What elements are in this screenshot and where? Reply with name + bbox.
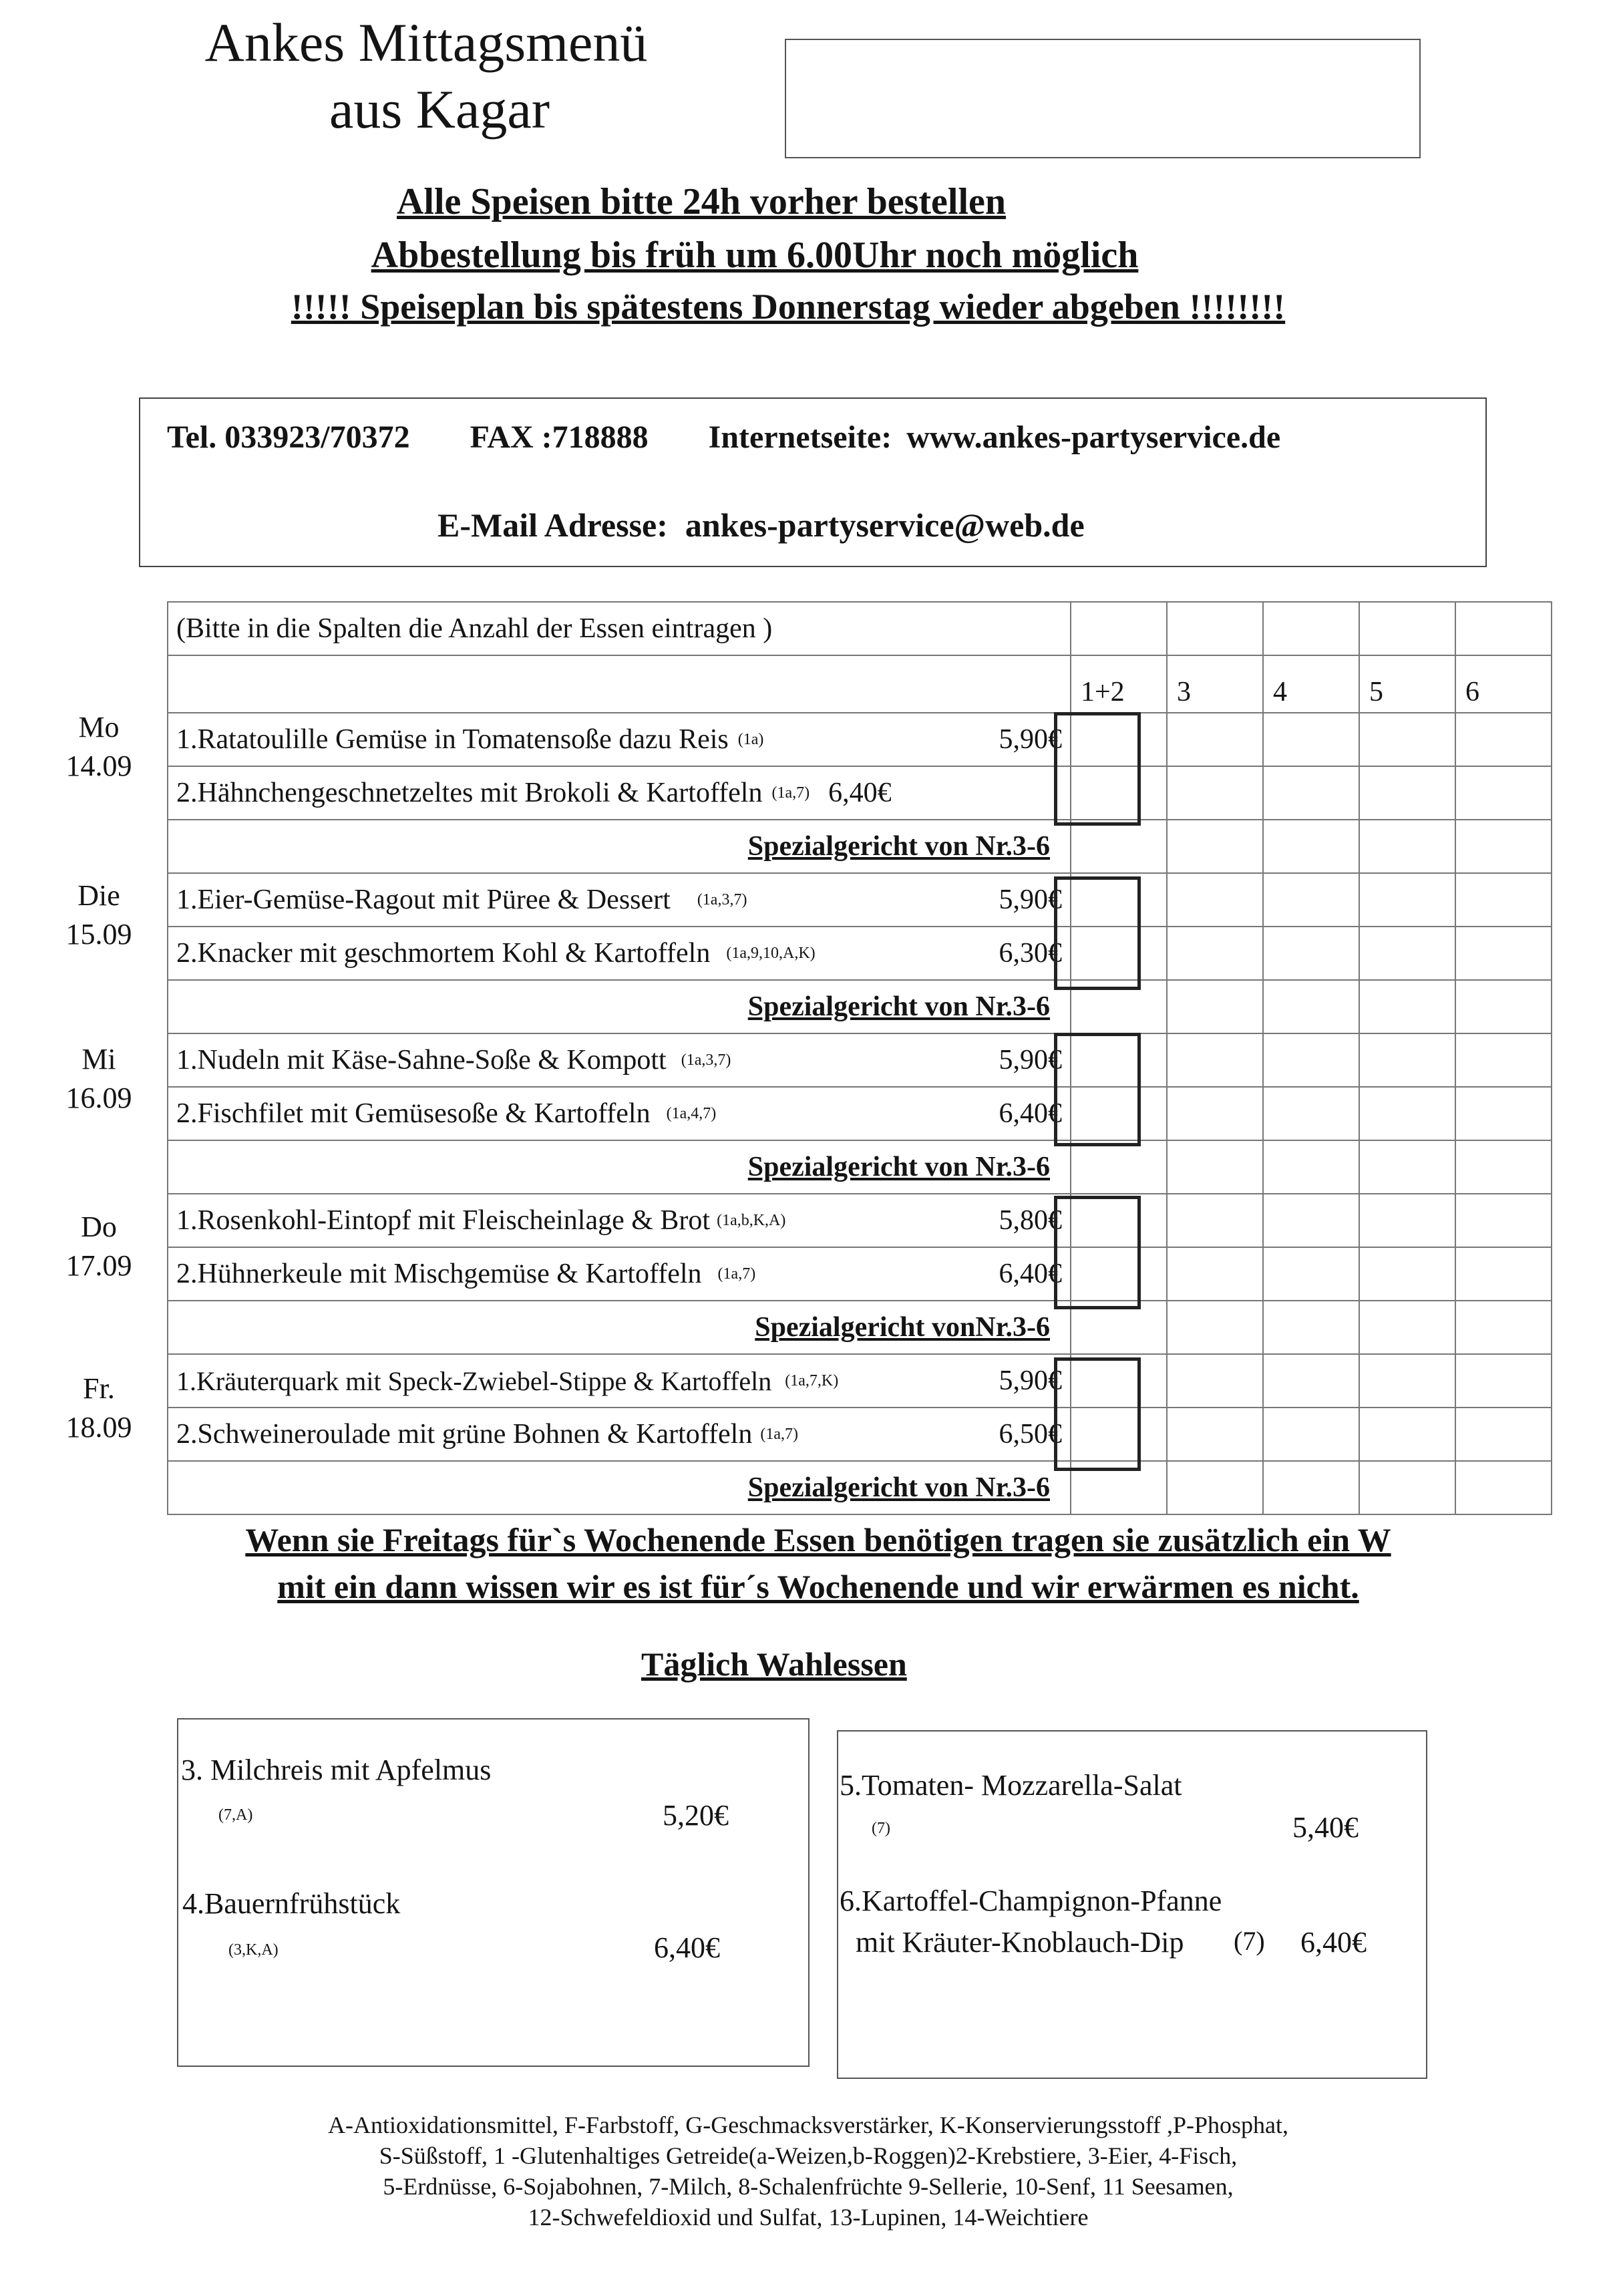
column-header: 3 [1167,655,1263,713]
order-cell[interactable] [1167,927,1263,980]
daily-dish-name: 6.Kartoffel-Champignon-Pfanne [840,1884,1222,1917]
order-cell[interactable] [1359,713,1455,766]
order-cell[interactable] [1359,1194,1455,1247]
order-cell[interactable] [1263,1087,1359,1140]
order-cell[interactable] [1263,1140,1359,1194]
order-box-outline [1054,1196,1141,1309]
order-cell[interactable] [1359,1247,1455,1301]
order-cell[interactable] [1455,820,1552,873]
column-header: 6 [1455,655,1552,713]
daily-dish-name: 4.Bauernfrühstück [182,1887,401,1920]
order-cell[interactable] [1455,1033,1552,1087]
order-cell[interactable] [1263,1194,1359,1247]
table-row [168,1461,1552,1514]
phone-number: Tel. 033923/70372 [167,420,410,455]
daily-dish-name: 3. Milchreis mit Apfelmus [181,1754,492,1786]
allergen-code: (1a,7,K) [785,1371,839,1389]
title-line-2: aus Kagar [329,79,550,140]
daily-dish-price: 5,40€ [1292,1811,1359,1844]
order-cell[interactable] [1263,927,1359,980]
table-row [168,1408,1552,1461]
order-cell[interactable] [1263,1461,1359,1514]
day-label: Fr. 18.09 [65,1372,132,1444]
dish-price: 5,90€ [999,1045,1062,1076]
order-cell[interactable] [1263,1354,1359,1408]
table-row [168,1140,1552,1194]
order-cell[interactable] [1455,1461,1552,1514]
order-notice: Alle Speisen bitte 24h vorher bestellen [396,181,1007,222]
day-label: Do 17.09 [65,1210,132,1282]
table-row [168,1354,1552,1408]
daily-dish-price: 6,40€ [1300,1926,1367,1959]
order-cell[interactable] [1359,1408,1455,1461]
order-cell[interactable] [1359,1087,1455,1140]
order-cell[interactable] [1455,1301,1552,1354]
order-cell[interactable] [1167,873,1263,927]
order-cell[interactable] [1455,927,1552,980]
order-cell[interactable] [1455,1087,1552,1140]
allergen-code: (7) [1234,1926,1265,1956]
order-cell[interactable] [1167,820,1263,873]
order-cell[interactable] [1359,1140,1455,1194]
order-cell[interactable] [1263,820,1359,873]
special-dish-label: Spezialgericht vonNr.3-6 [168,1301,1071,1354]
contact-box [139,397,1487,567]
special-dish-label: Spezialgericht von Nr.3-6 [168,820,1071,873]
order-cell[interactable] [1263,1301,1359,1354]
order-cell[interactable] [1359,1354,1455,1408]
allergen-code: (1a,7) [760,1425,798,1443]
allergen-code: (1a) [737,730,764,748]
order-cell[interactable] [1167,1408,1263,1461]
dish-name: 1.Nudeln mit Käse-Sahne-Soße & Kompott [176,1045,667,1076]
order-cell[interactable] [1359,873,1455,927]
table-hint: (Bitte in die Spalten die Anzahl der Essen eintragen ) [168,602,1071,655]
column-header: 4 [1263,655,1359,713]
allergen-code: (1a,3,7) [681,1051,731,1069]
dish-price: 6,40€ [999,1098,1062,1129]
allergen-code: (3,K,A) [228,1941,279,1959]
dish-name: 2.Schweineroulade mit grüne Bohnen & Kartoffeln [176,1419,753,1450]
order-cell[interactable] [1167,713,1263,766]
special-dish-label: Spezialgericht von Nr.3-6 [168,1140,1071,1194]
order-cell[interactable] [1455,1140,1552,1194]
daily-dish-name-line-2: mit Kräuter-Knoblauch-Dip [856,1926,1184,1959]
dish-price: 6,40€ [999,1259,1062,1289]
order-cell[interactable] [1167,1354,1263,1408]
daily-dish-name: 5.Tomaten- Mozzarella-Salat [840,1769,1182,1802]
dish-name: 1.Kräuterquark mit Speck-Zwiebel-Stippe & Kartoffeln [176,1365,772,1396]
order-cell[interactable] [1167,1194,1263,1247]
order-box-outline [1054,876,1141,990]
order-cell[interactable] [1167,980,1263,1033]
table-row [168,820,1552,873]
allergen-code: (7,A) [218,1806,253,1824]
day-label: Mi 16.09 [65,1043,132,1114]
website-label: Internetseite: [708,420,892,455]
order-cell[interactable] [1359,1461,1455,1514]
customer-name-box[interactable] [785,39,1421,158]
dish-price: 6,50€ [999,1419,1062,1450]
legend-line: S-Süßstoff, 1 -Glutenhaltiges Getreide(a-Weizen,b-Roggen)2-Krebstiere, 3-Eier, 4-Fisch, [379,2142,1238,2169]
dish-price: 5,90€ [999,724,1062,755]
table-row [168,1033,1552,1087]
order-cell[interactable] [1359,980,1455,1033]
special-dish-label: Spezialgericht von Nr.3-6 [168,980,1071,1033]
dish-price: 5,90€ [999,1365,1062,1396]
daily-options-left [177,1718,810,2067]
order-cell[interactable] [1455,1247,1552,1301]
legend-line: 5-Erdnüsse, 6-Sojabohnen, 7-Milch, 8-Schalenfrüchte 9-Sellerie, 10-Senf, 11 Seesamen, [383,2173,1234,2200]
table-row [168,980,1552,1033]
order-cell[interactable] [1263,1033,1359,1087]
order-cell[interactable] [1359,820,1455,873]
dish-name: 2.Hähnchengeschnetzeltes mit Brokoli & Kartoffeln [176,778,763,808]
order-cell[interactable] [1455,1408,1552,1461]
dish-name: 2.Knacker mit geschmortem Kohl & Kartoffeln [176,938,711,969]
dish-name: 1.Ratatoulille Gemüse in Tomatensoße dazu Reis [176,724,729,755]
daily-dish-price: 5,20€ [663,1799,729,1832]
table-row [168,873,1552,927]
weekend-note-line-1: Wenn sie Freitags für`s Wochenende Essen benötigen tragen sie zusätzlich ein W [245,1521,1391,1559]
order-cell[interactable] [1359,766,1455,820]
allergen-legend [200,2110,1416,2233]
order-cell[interactable] [1167,1461,1263,1514]
allergen-code: (7) [872,1820,890,1837]
order-box-outline [1054,712,1141,826]
order-table [167,601,1552,1515]
dish-price: 5,90€ [999,884,1062,915]
order-cell[interactable] [1359,1301,1455,1354]
dish-name: 2.Hühnerkeule mit Mischgemüse & Kartoffeln [176,1259,702,1289]
order-cell[interactable] [1167,1140,1263,1194]
legend-line: 12-Schwefeldioxid und Sulfat, 13-Lupinen, 14-Weichtiere [528,2204,1089,2231]
table-row [168,1087,1552,1140]
order-cell[interactable] [1455,1194,1552,1247]
table-row [168,1301,1552,1354]
order-cell[interactable] [1455,980,1552,1033]
daily-dish-price: 6,40€ [654,1931,720,1964]
order-box-outline [1054,1033,1141,1146]
email-label: E-Mail Adresse: [437,506,668,544]
order-box-outline [1054,1357,1141,1471]
allergen-code: (1a,7) [771,784,810,802]
legend-line: A-Antioxidationsmittel, F-Farbstoff, G-Geschmacksverstärker, K-Konservierungsstoff ,P-Phosphat, [328,2112,1288,2138]
return-notice: !!!!! Speiseplan bis spätestens Donnerstag wieder abgeben !!!!!!!! [291,287,1286,327]
allergen-code: (1a,b,K,A) [717,1211,786,1229]
table-row [168,766,1552,820]
day-label: Mo 14.09 [65,711,132,782]
dish-price: 5,80€ [999,1205,1062,1236]
website-link[interactable]: www.ankes-partyservice.de [906,420,1281,455]
title-line-1: Ankes Mittagsmenü [204,12,648,73]
order-cell[interactable] [1263,1408,1359,1461]
weekend-note [134,1516,1503,1610]
page-title [152,9,700,143]
order-cell[interactable] [1263,873,1359,927]
dish-name: 1.Eier-Gemüse-Ragout mit Püree & Dessert [176,884,671,915]
order-cell[interactable] [1359,927,1455,980]
dish-name: 2.Fischfilet mit Gemüsesoße & Kartoffeln [176,1098,651,1129]
dish-name: 1.Rosenkohl-Eintopf mit Fleischeinlage & Brot [176,1205,711,1236]
allergen-code: (1a,3,7) [697,890,747,909]
order-cell[interactable] [1167,1087,1263,1140]
order-cell[interactable] [1263,980,1359,1033]
order-cell[interactable] [1263,1247,1359,1301]
dish-price: 6,40€ [828,778,892,808]
order-cell[interactable] [1455,766,1552,820]
order-cell[interactable] [1071,820,1167,873]
email-link[interactable]: ankes-partyservice@web.de [685,506,1085,544]
order-cell[interactable] [1359,1033,1455,1087]
day-label: Die 15.09 [65,879,132,951]
weekend-note-line-2: mit ein dann wissen wir es ist für´s Wochenende und wir erwärmen es nicht. [277,1568,1359,1605]
cancel-notice: Abbestellung bis früh um 6.00Uhr noch möglich [371,234,1139,276]
daily-options-right [837,1730,1427,2079]
order-cell[interactable] [1455,713,1552,766]
special-dish-label: Spezialgericht von Nr.3-6 [168,1461,1071,1514]
daily-options-title: Täglich Wahlessen [641,1645,907,1683]
order-cell[interactable] [1455,1354,1552,1408]
order-cell[interactable] [1167,1247,1263,1301]
order-cell[interactable] [1167,766,1263,820]
order-cell[interactable] [1263,766,1359,820]
order-cell[interactable] [1263,713,1359,766]
dish-price: 6,30€ [999,938,1062,969]
fax-number: FAX :718888 [470,420,649,455]
order-cell[interactable] [1167,1033,1263,1087]
order-cell[interactable] [1071,1140,1167,1194]
allergen-code: (1a,4,7) [666,1104,717,1122]
column-header: 1+2 [1071,655,1167,713]
column-header: 5 [1359,655,1455,713]
allergen-code: (1a,9,10,A,K) [726,944,816,962]
order-cell[interactable] [1167,1301,1263,1354]
table-row [168,1194,1552,1247]
table-row [168,927,1552,980]
allergen-code: (1a,7) [717,1265,756,1283]
table-row [168,1247,1552,1301]
order-cell[interactable] [1455,873,1552,927]
table-row [168,713,1552,766]
